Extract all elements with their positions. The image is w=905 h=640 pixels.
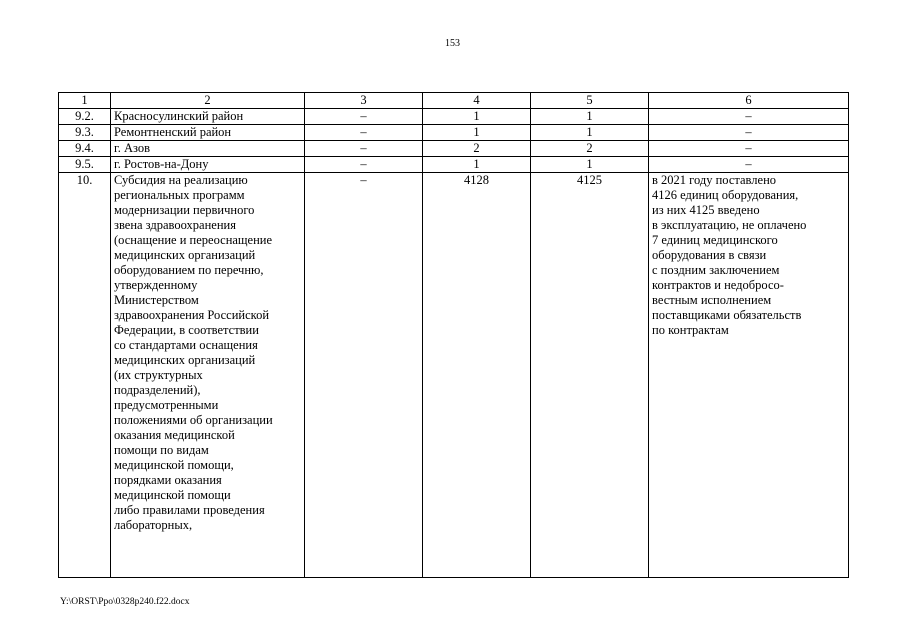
report-table bbox=[58, 92, 849, 578]
column-header-3: 3 bbox=[305, 93, 423, 109]
row-col3: – bbox=[305, 141, 423, 157]
column-header-2: 2 bbox=[111, 93, 305, 109]
column-header-6: 6 bbox=[649, 93, 849, 109]
row-col6: – bbox=[649, 157, 849, 173]
row-col3: – bbox=[305, 173, 423, 578]
table-row bbox=[59, 109, 849, 125]
row-col4: 1 bbox=[423, 157, 531, 173]
column-header-5: 5 bbox=[531, 93, 649, 109]
page-number: 153 bbox=[445, 38, 460, 49]
table-row bbox=[59, 157, 849, 173]
table-header-row bbox=[59, 93, 849, 109]
row-col4: 2 bbox=[423, 141, 531, 157]
row-col6 bbox=[649, 173, 849, 578]
row-name: г. Азов bbox=[111, 141, 305, 157]
row-number: 9.4. bbox=[59, 141, 111, 157]
row-number: 10. bbox=[59, 173, 111, 578]
row-col5: 1 bbox=[531, 125, 649, 141]
row-number: 9.3. bbox=[59, 125, 111, 141]
column-header-1: 1 bbox=[59, 93, 111, 109]
subsidy-comment: в 2021 году поставлено 4126 единиц оборудования, из них 4125 введено в эксплуатацию, не оплачено 7 единиц медицинского оборудования в связи с поздним заключением контрактов и недобросо- вестным исполнением поставщиками обязательств по контрактам bbox=[652, 173, 807, 337]
row-name bbox=[111, 173, 305, 578]
row-col3: – bbox=[305, 125, 423, 141]
row-col6: – bbox=[649, 109, 849, 125]
row-col5: 1 bbox=[531, 157, 649, 173]
row-col3: – bbox=[305, 157, 423, 173]
row-name: г. Ростов-на-Дону bbox=[111, 157, 305, 173]
table-row bbox=[59, 141, 849, 157]
footer-file-path: Y:\ORST\Ppo\0328p240.f22.docx bbox=[60, 597, 190, 607]
table-row bbox=[59, 125, 849, 141]
row-col5: 1 bbox=[531, 109, 649, 125]
row-number: 9.2. bbox=[59, 109, 111, 125]
row-col3: – bbox=[305, 109, 423, 125]
row-col4: 1 bbox=[423, 125, 531, 141]
column-header-4: 4 bbox=[423, 93, 531, 109]
row-col6: – bbox=[649, 125, 849, 141]
subsidy-description: Субсидия на реализацию региональных программ модернизации первичного звена здравоохранения (оснащение и переоснащение медицинских организаций оборудованием по перечню, утвержденному Министерством здравоохранения Российской Федерации, в соответствии со стандартами оснащения медицинских организаций (их структурных подразделений), предусмотренными положениями об организации оказания медицинской помощи по видам медицинской помощи, порядками оказания медицинской помощи либо правилами проведения лабораторных, bbox=[114, 173, 273, 532]
row-name: Красносулинский район bbox=[111, 109, 305, 125]
row-col4: 4128 bbox=[423, 173, 531, 578]
row-col5: 2 bbox=[531, 141, 649, 157]
row-col4: 1 bbox=[423, 109, 531, 125]
row-col5: 4125 bbox=[531, 173, 649, 578]
row-name: Ремонтненский район bbox=[111, 125, 305, 141]
table-row-subsidy bbox=[59, 173, 849, 578]
row-col6: – bbox=[649, 141, 849, 157]
row-number: 9.5. bbox=[59, 157, 111, 173]
